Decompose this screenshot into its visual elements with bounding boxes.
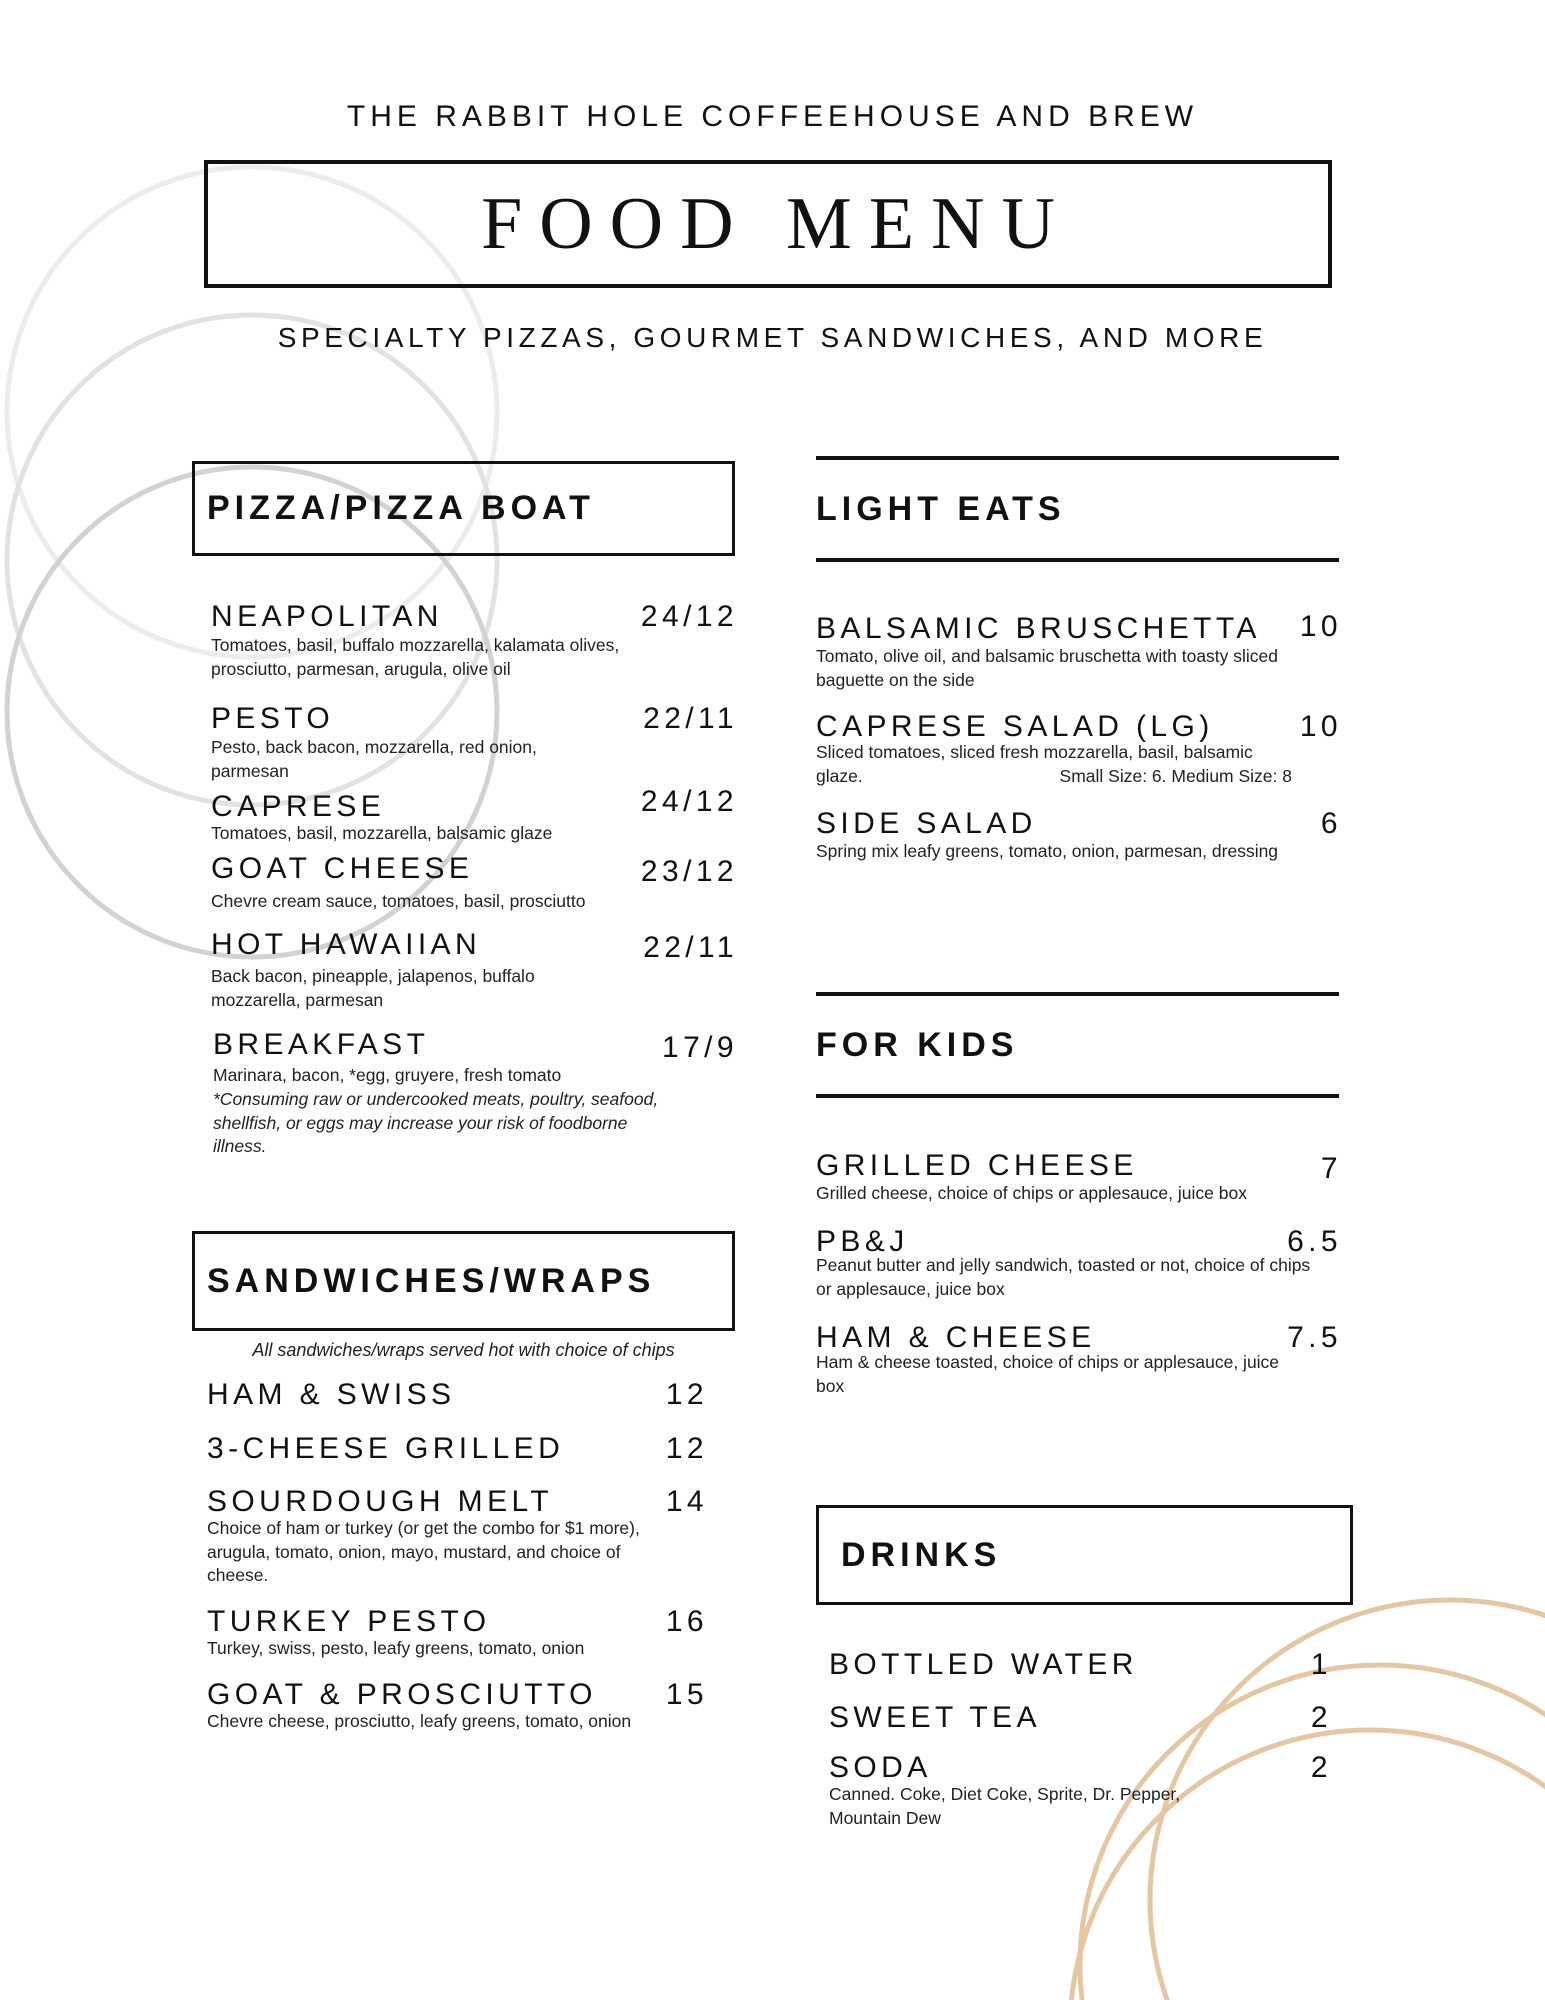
raw-food-warning: *Consuming raw or undercooked meats, poultry, seafood, shellfish, or eggs may increase your risk of foodborne illness. bbox=[213, 1089, 659, 1156]
pizza-item-desc: Chevre cream sauce, tomatoes, basil, prosciutto bbox=[211, 891, 586, 911]
drinks-heading-label: DRINKS bbox=[841, 1535, 1002, 1574]
sandwich-item-desc: Chevre cheese, prosciutto, leafy greens, tomato, onion bbox=[207, 1711, 632, 1731]
drinks-item-name: SODA bbox=[829, 1751, 932, 1784]
sandwiches-note: All sandwiches/wraps served hot with choice of chips bbox=[252, 1340, 675, 1360]
sandwiches-section-heading bbox=[192, 1231, 735, 1331]
kids-item-price: 7.5 bbox=[1287, 1321, 1342, 1354]
sandwich-item-name: SOURDOUGH MELT bbox=[207, 1485, 554, 1518]
pizza-item-price: 24/12 bbox=[640, 785, 738, 818]
restaurant-name: THE RABBIT HOLE COFFEEHOUSE AND BREW bbox=[346, 100, 1199, 133]
pizza-item-desc: Tomatoes, basil, buffalo mozzarella, kalamata olives, prosciutto, parmesan, arugula, olive oil bbox=[211, 635, 620, 679]
pizza-item-price: 23/12 bbox=[640, 855, 738, 888]
sandwich-item-name: 3-CHEESE GRILLED bbox=[207, 1432, 565, 1465]
drinks-item-price: 1 bbox=[1310, 1648, 1332, 1681]
kids-item-price: 6.5 bbox=[1287, 1225, 1342, 1258]
pizza-item-desc: Marinara, bacon, *egg, gruyere, fresh tomato bbox=[213, 1065, 562, 1085]
sandwiches-heading-label: SANDWICHES/WRAPS bbox=[207, 1261, 656, 1300]
light-eats-item-desc: Spring mix leafy greens, tomato, onion, parmesan, dressing bbox=[816, 841, 1279, 861]
kids-item-desc: Ham & cheese toasted, choice of chips or applesauce, juice box bbox=[816, 1352, 1280, 1396]
light-eats-item-name: CAPRESE SALAD (LG) bbox=[816, 710, 1214, 743]
light-eats-desc-line-2 bbox=[816, 765, 1292, 789]
sandwich-item-price: 12 bbox=[665, 1378, 708, 1411]
salad-size-options: Small Size: 6. Medium Size: 8 bbox=[1059, 766, 1292, 786]
kids-heading-label: FOR KIDS bbox=[816, 1025, 1019, 1064]
drinks-item-desc: Canned. Coke, Diet Coke, Sprite, Dr. Pepper, Mountain Dew bbox=[829, 1784, 1181, 1828]
sandwich-item-price: 12 bbox=[665, 1432, 708, 1465]
light-eats-item-price: 10 bbox=[1299, 710, 1342, 743]
pizza-item-price: 22/11 bbox=[643, 702, 738, 735]
pizza-item-name: NEAPOLITAN bbox=[211, 600, 443, 633]
light-eats-item-price: 10 bbox=[1299, 610, 1342, 643]
pizza-item-price: 22/11 bbox=[643, 931, 738, 964]
pizza-item-desc: Back bacon, pineapple, jalapenos, buffalo mozzarella, parmesan bbox=[211, 966, 535, 1010]
menu-title: FOOD MENU bbox=[481, 182, 1072, 265]
kids-item-name: HAM & CHEESE bbox=[816, 1321, 1096, 1354]
pizza-item-price: 17/9 bbox=[662, 1031, 738, 1064]
menu-title-box bbox=[204, 160, 1332, 288]
pizza-item-price: 24/12 bbox=[640, 600, 738, 633]
drinks-item-name: BOTTLED WATER bbox=[829, 1648, 1138, 1681]
drinks-section-heading bbox=[816, 1505, 1353, 1605]
pizza-item-name: HOT HAWAIIAN bbox=[211, 928, 482, 961]
light-eats-item-desc: Sliced tomatoes, sliced fresh mozzarella, basil, balsamic bbox=[816, 742, 1253, 762]
kids-item-price: 7 bbox=[1320, 1152, 1342, 1185]
sandwich-item-desc: Choice of ham or turkey (or get the combo for $1 more), arugula, tomato, onion, mayo, mustard, and choice of cheese. bbox=[207, 1518, 640, 1585]
pizza-section-heading bbox=[192, 461, 735, 556]
pizza-item-name: GOAT CHEESE bbox=[211, 852, 474, 885]
sandwich-item-name: GOAT & PROSCIUTTO bbox=[207, 1678, 597, 1711]
kids-item-name: GRILLED CHEESE bbox=[816, 1149, 1138, 1182]
drinks-item-price: 2 bbox=[1310, 1701, 1332, 1734]
drinks-item-price: 2 bbox=[1310, 1751, 1332, 1784]
light-eats-item-name: BALSAMIC BRUSCHETTA bbox=[816, 612, 1261, 645]
kids-item-name: PB&J bbox=[816, 1225, 909, 1258]
sandwich-item-name: TURKEY PESTO bbox=[207, 1605, 491, 1638]
sandwich-item-price: 15 bbox=[665, 1678, 708, 1711]
sandwich-item-price: 16 bbox=[665, 1605, 708, 1638]
sandwich-item-price: 14 bbox=[665, 1485, 708, 1518]
pizza-heading-label: PIZZA/PIZZA BOAT bbox=[207, 489, 595, 527]
pizza-item-desc: Pesto, back bacon, mozzarella, red onion, parmesan bbox=[211, 737, 537, 781]
menu-subtitle: SPECIALTY PIZZAS, GOURMET SANDWICHES, AND MORE bbox=[277, 322, 1268, 353]
light-eats-item-price: 6 bbox=[1320, 807, 1342, 840]
light-eats-section-heading bbox=[816, 456, 1339, 562]
sandwich-item-name: HAM & SWISS bbox=[207, 1378, 456, 1411]
kids-section-heading bbox=[816, 992, 1339, 1098]
kids-item-desc: Grilled cheese, choice of chips or applesauce, juice box bbox=[816, 1183, 1247, 1203]
light-eats-item-desc: Tomato, olive oil, and balsamic bruschetta with toasty sliced baguette on the side bbox=[816, 646, 1279, 690]
kids-item-desc: Peanut butter and jelly sandwich, toasted or not, choice of chips or applesauce, juice box bbox=[816, 1255, 1311, 1299]
sandwich-item-desc: Turkey, swiss, pesto, leafy greens, tomato, onion bbox=[207, 1638, 585, 1658]
pizza-item-name: CAPRESE bbox=[211, 790, 386, 823]
light-eats-desc-end: glaze. bbox=[816, 766, 863, 786]
pizza-item-desc: Tomatoes, basil, mozzarella, balsamic glaze bbox=[211, 823, 553, 843]
pizza-item-name: PESTO bbox=[211, 702, 335, 735]
light-eats-item-name: SIDE SALAD bbox=[816, 807, 1037, 840]
light-eats-heading-label: LIGHT EATS bbox=[816, 489, 1066, 528]
drinks-item-name: SWEET TEA bbox=[829, 1701, 1041, 1734]
pizza-item-name: BREAKFAST bbox=[213, 1028, 430, 1061]
